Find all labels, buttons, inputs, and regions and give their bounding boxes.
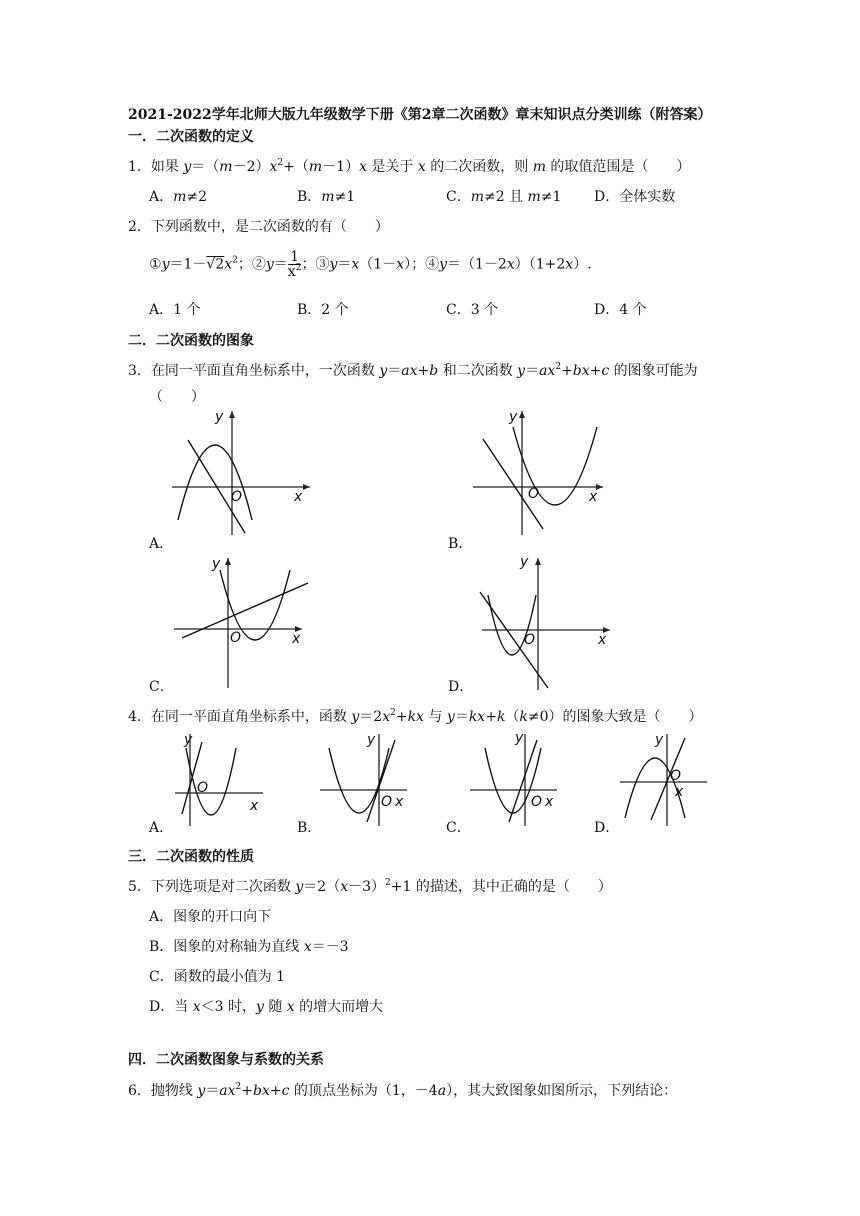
line — [182, 742, 202, 814]
y-axis-arrow — [229, 411, 235, 418]
x-axis-arrow — [303, 484, 310, 490]
y-axis-label: y — [520, 554, 529, 570]
q3-option-a: A． — [149, 536, 174, 552]
parabola — [513, 427, 597, 505]
question-3: 3．在同一平面直角坐标系中，一次函数 y＝ax+b 和二次函数 $y=ax^2+bx+c$ 的图象可能为 — [128, 362, 698, 379]
q3-graph-c — [160, 550, 320, 680]
q3-graph-a — [160, 405, 320, 535]
q4-graph-c — [465, 728, 565, 828]
question-5: 5．下列选项是对二次函数 $y=2(x-3)^2+1$ 的描述，其中正确的是（ ） — [128, 878, 612, 895]
page-title: 2021-2022学年北师大版九年级数学下册《第2章二次函数》章末知识点分类训练（附答案） — [128, 107, 712, 123]
q1-option-b: B．m≠1 — [297, 189, 356, 205]
q5-option-b: B．图象的对称轴为直线 x＝－3 — [149, 939, 349, 955]
q1-option-d: D．全体实数 — [594, 189, 676, 205]
y-axis-arrow — [225, 558, 231, 565]
origin-label: O — [528, 486, 540, 502]
q4-option-c: C． — [446, 820, 471, 836]
x-axis-label: x — [589, 489, 598, 505]
question-1: 1．如果 $y=(m-2)x^2+(m-1)x$ 是关于 x 的二次函数，则 m 的取值范围是（ ） — [128, 158, 691, 175]
parabola — [329, 748, 389, 813]
x-axis-label: x — [292, 631, 301, 647]
x-axis-label: x — [598, 632, 607, 648]
origin-label: O — [230, 630, 242, 646]
q2-function-list: $①y=1-√2x^2$；②y＝ $\frac{1}{x^2}$ ；③y＝x（1－x）；④y＝（1－2x）（1+2x）. — [149, 249, 592, 280]
x-axis-label: x — [294, 489, 303, 505]
y-axis-label: y — [215, 409, 224, 425]
q3-option-c: C． — [149, 679, 174, 695]
question-6: 6．抛物线 $y=ax^2+bx+c$ 的顶点坐标为（1，－4a），其大致图象如图所示，下列结论： — [128, 1082, 678, 1099]
q3-option-d: D． — [448, 679, 474, 695]
q4-graph-a — [170, 728, 270, 828]
parabola — [178, 445, 252, 520]
y-axis-label: y — [509, 409, 518, 425]
origin-label: O — [524, 632, 536, 648]
origin-label: O — [231, 489, 243, 505]
q1-option-c: C．m≠2 且 m≠1 — [446, 189, 562, 205]
question-number: 1． — [128, 159, 151, 175]
q5-option-c: C．函数的最小值为 1 — [149, 969, 286, 985]
origin-label: O — [531, 794, 543, 810]
q2-option-d: D．4 个 — [594, 302, 647, 318]
q4-graph-b — [315, 728, 415, 828]
q5-option-d: D．当 x＜3 时，y 随 x 的增大而增大 — [149, 999, 384, 1015]
section-heading-2: 二．二次函数的图象 — [128, 333, 254, 349]
q5-option-a: A．图象的开口向下 — [149, 909, 272, 925]
q2-option-a: A．1 个 — [149, 302, 201, 318]
q3-option-b: B． — [448, 536, 473, 552]
section-heading-1: 一．二次函数的定义 — [128, 129, 254, 145]
y-axis-arrow — [535, 558, 541, 565]
q3-bracket: （ ） — [149, 389, 205, 405]
x-axis-label: x — [395, 794, 404, 810]
question-2: 2．下列函数中，是二次函数的有（ ） — [128, 219, 389, 235]
parabola — [186, 748, 236, 815]
y-axis-label: y — [184, 732, 193, 748]
section-heading-4: 四．二次函数图象与系数的关系 — [128, 1052, 324, 1068]
x-axis-label: x — [675, 784, 684, 800]
q2-option-b: B．2 个 — [297, 302, 349, 318]
q4-option-b: B． — [297, 820, 322, 836]
origin-label: O — [197, 780, 209, 796]
q3-graph-d — [468, 550, 628, 690]
question-4: 4．在同一平面直角坐标系中，函数 $y=2x^2+kx$ 与 y＝kx+k（k≠0）的图象大致是（ ） — [128, 708, 703, 725]
y-axis-arrow — [519, 411, 525, 418]
y-axis-label: y — [655, 732, 664, 748]
q4-option-a: A． — [149, 820, 174, 836]
q3-graph-b — [465, 405, 625, 535]
q4-graph-d — [615, 728, 715, 828]
q1-option-a: A．m≠2 — [149, 189, 208, 205]
x-axis-label: x — [250, 798, 259, 814]
y-axis-label: y — [515, 730, 524, 746]
q2-option-c: C．3 个 — [446, 302, 499, 318]
line — [182, 583, 308, 638]
y-axis-label: y — [212, 556, 221, 572]
section-heading-3: 三．二次函数的性质 — [128, 849, 254, 865]
origin-label: O — [670, 768, 682, 784]
line — [483, 439, 543, 529]
q4-option-d: D． — [594, 820, 620, 836]
y-axis-label: y — [367, 732, 376, 748]
x-axis-label: x — [545, 794, 554, 810]
origin-label: O — [381, 794, 393, 810]
